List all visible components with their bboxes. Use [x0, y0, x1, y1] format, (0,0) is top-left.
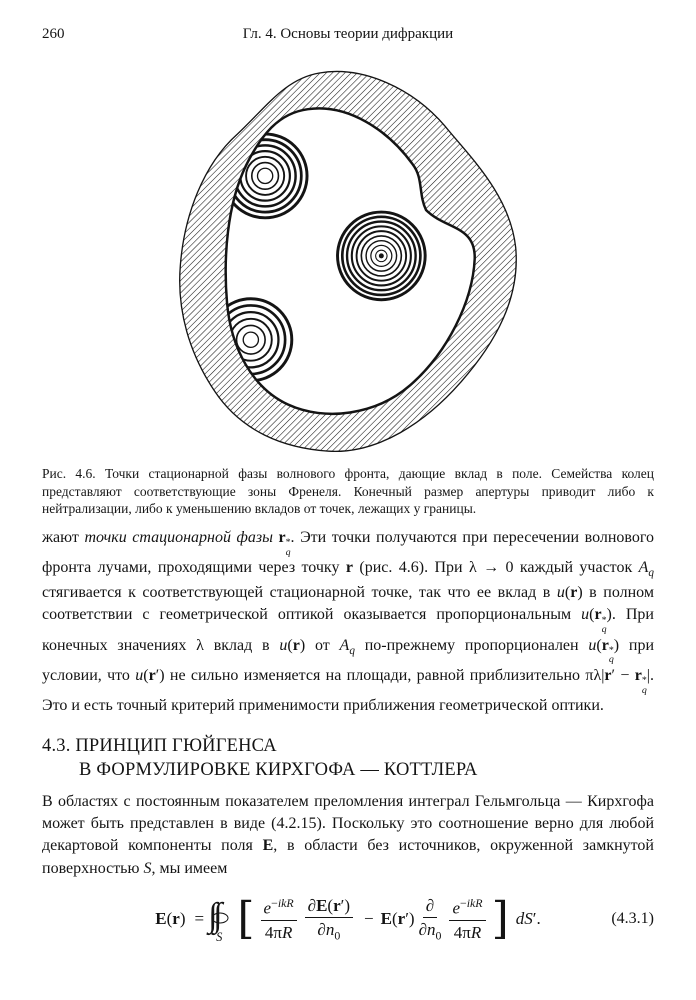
equation-number: (4.3.1): [611, 910, 654, 928]
section-heading-4-3: [42, 734, 654, 782]
paragraph-huygens-principle: В областях с постоянным показателем преломления интеграл Гельмгольца — Кирхгофа может быть представлен в виде (4.2.15). Поскольку это соотношение верно для любой декартовой компоненты поля E, в области без источников, окруженной замкнутой поверхностью S, мы имеем: [42, 792, 654, 877]
page-header: [42, 26, 654, 46]
figure-caption: Рис. 4.6. Точки стационарной фазы волнового фронта, дающие вклад в поле. Семейства колец представляют соответствующие зоны Френеля. Конечный размер апертуры приводит либо к нейтрализации, либо к уменьшению вкладов от точек, лежащих у границы.: [42, 466, 654, 517]
running-title: Гл. 4. Основы теории дифракции: [242, 26, 454, 42]
section-heading-line1: 4.3. ПРИНЦИП ГЮЙГЕНСА: [42, 735, 277, 756]
page-number: 260: [42, 26, 65, 42]
figure-4-6-svg: [167, 52, 529, 456]
equation-formula: E(r) = S [ $\frac{e^{-ikR}}{4\pi R}$ $\frac{\partial E(r')}{\partial n_0}$ − E(r′) $\frac{\partial}{\partial n_0}$ $\frac{e^{-ikR}}{4\pi R}$ ] dS′.: [155, 893, 541, 945]
figure-4-6: [42, 52, 654, 461]
stationary-point-dot: [379, 253, 384, 258]
section-heading-line2: В ФОРМУЛИРОВКЕ КИРХГОФА — КОТТЛЕРА: [79, 759, 478, 780]
paragraph-stationary-phase: жают точки стационарной фазы r * q . Эти точки получаются при пересечении волнового фронта лучами, проходящими через точку r (рис. 4.6). При λ → 0 каждый участок $A_q$ стягивается к соответствующей стационарной точке, так что ее вклад в u(r) в полном соответствии с геометрической оптикой оказывается пропорциональным u(r * q ). При конечных значениях λ вклад в u(r) от $A_q$ по-прежнему пропорционален u(r * q ) при условии, что u(r′) не сильно изменяется на площади, равной приблизительно πλ|r′ − r * q |. Это и есть точный критерий применимости приближения геометрической оптики.: [42, 528, 655, 715]
equation-4-3-1: [42, 890, 654, 948]
